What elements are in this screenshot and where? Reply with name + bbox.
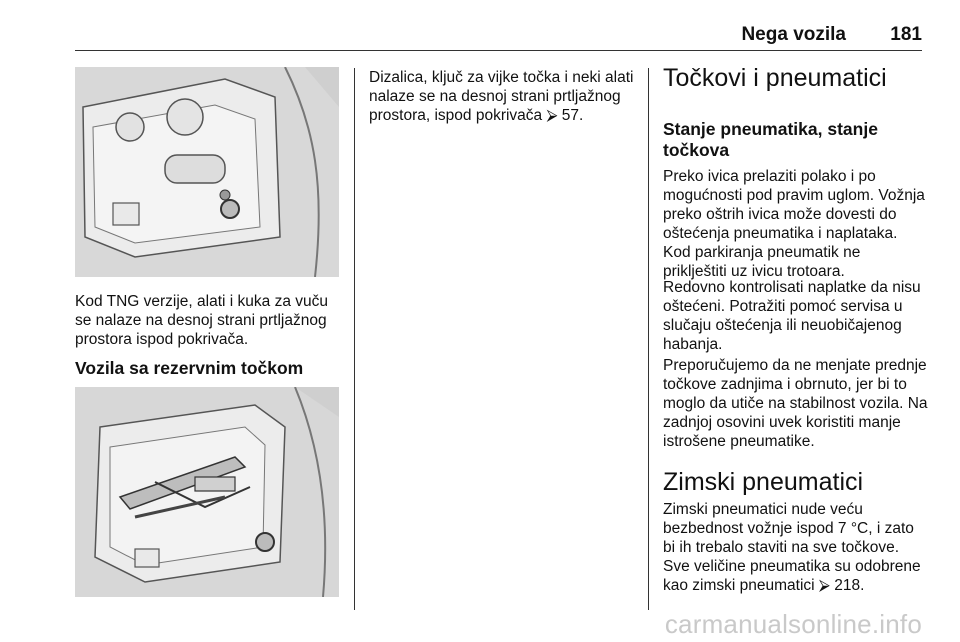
- heading-winter-tyres: Zimski pneumatici: [663, 468, 864, 496]
- paragraph-edges: Preko ivica prelaziti polako i po mogućnosti pod pravim uglom. Vožnja preko oštrih ivica može dovesti do oštećenja pneumatika i naplataka. Kod parkiranja pneumatik ne priklještiti uz ivicu trotoara.: [663, 168, 925, 280]
- column-separator-1: [354, 68, 355, 610]
- heading-spare-wheel-vehicles: Vozila sa rezervnim točkom: [75, 358, 304, 378]
- column-separator-2: [648, 68, 649, 610]
- figure-tng-trunk-compartment: [75, 67, 339, 277]
- heading-wheels-and-tyres: Točkovi i pneumatici: [663, 64, 887, 92]
- watermark: carmanualsonline.info: [664, 609, 922, 639]
- header-rule: [75, 50, 922, 51]
- paragraph-jack-location: Dizalica, ključ za vijke točka i neki alati nalaze se na desnoj strani prtljažnog prostora, ispod pokrivača ⮚ 57.: [369, 69, 634, 124]
- paragraph-winter-sizes: Sve veličine pneumatika su odobrene kao zimski pneumatici ⮚ 218.: [663, 558, 921, 594]
- paragraph-winter-safety: Zimski pneumatici nude veću bezbednost vožnje ispod 7 °C, i zato bi ih trebalo staviti na sve točkove.: [663, 501, 914, 556]
- paragraph-wheel-swap: Preporučujemo da ne menjate prednje točkove zadnjima i obrnuto, jer bi to moglo da utiče na stabilnost vozila. Na zadnjoj osovini uvek koristiti manje istrošene pneumatike.: [663, 357, 928, 450]
- heading-tyre-condition: Stanje pneumatika, stanje točkova: [663, 119, 878, 160]
- paragraph-tng-tools: Kod TNG verzije, alati i kuka za vuču se nalaze na desnoj strani prtljažnog prostora ispod pokrivača.: [75, 293, 328, 348]
- paragraph-rim-check: Redovno kontrolisati naplatke da nisu oštećeni. Potražiti pomoć servisa u slučaju oštećenja ili neuobičajenog habanja.: [663, 279, 921, 353]
- figure-jack-and-tools: [75, 387, 339, 597]
- section-title: Nega vozila: [741, 24, 846, 45]
- page-number: 181: [890, 24, 922, 45]
